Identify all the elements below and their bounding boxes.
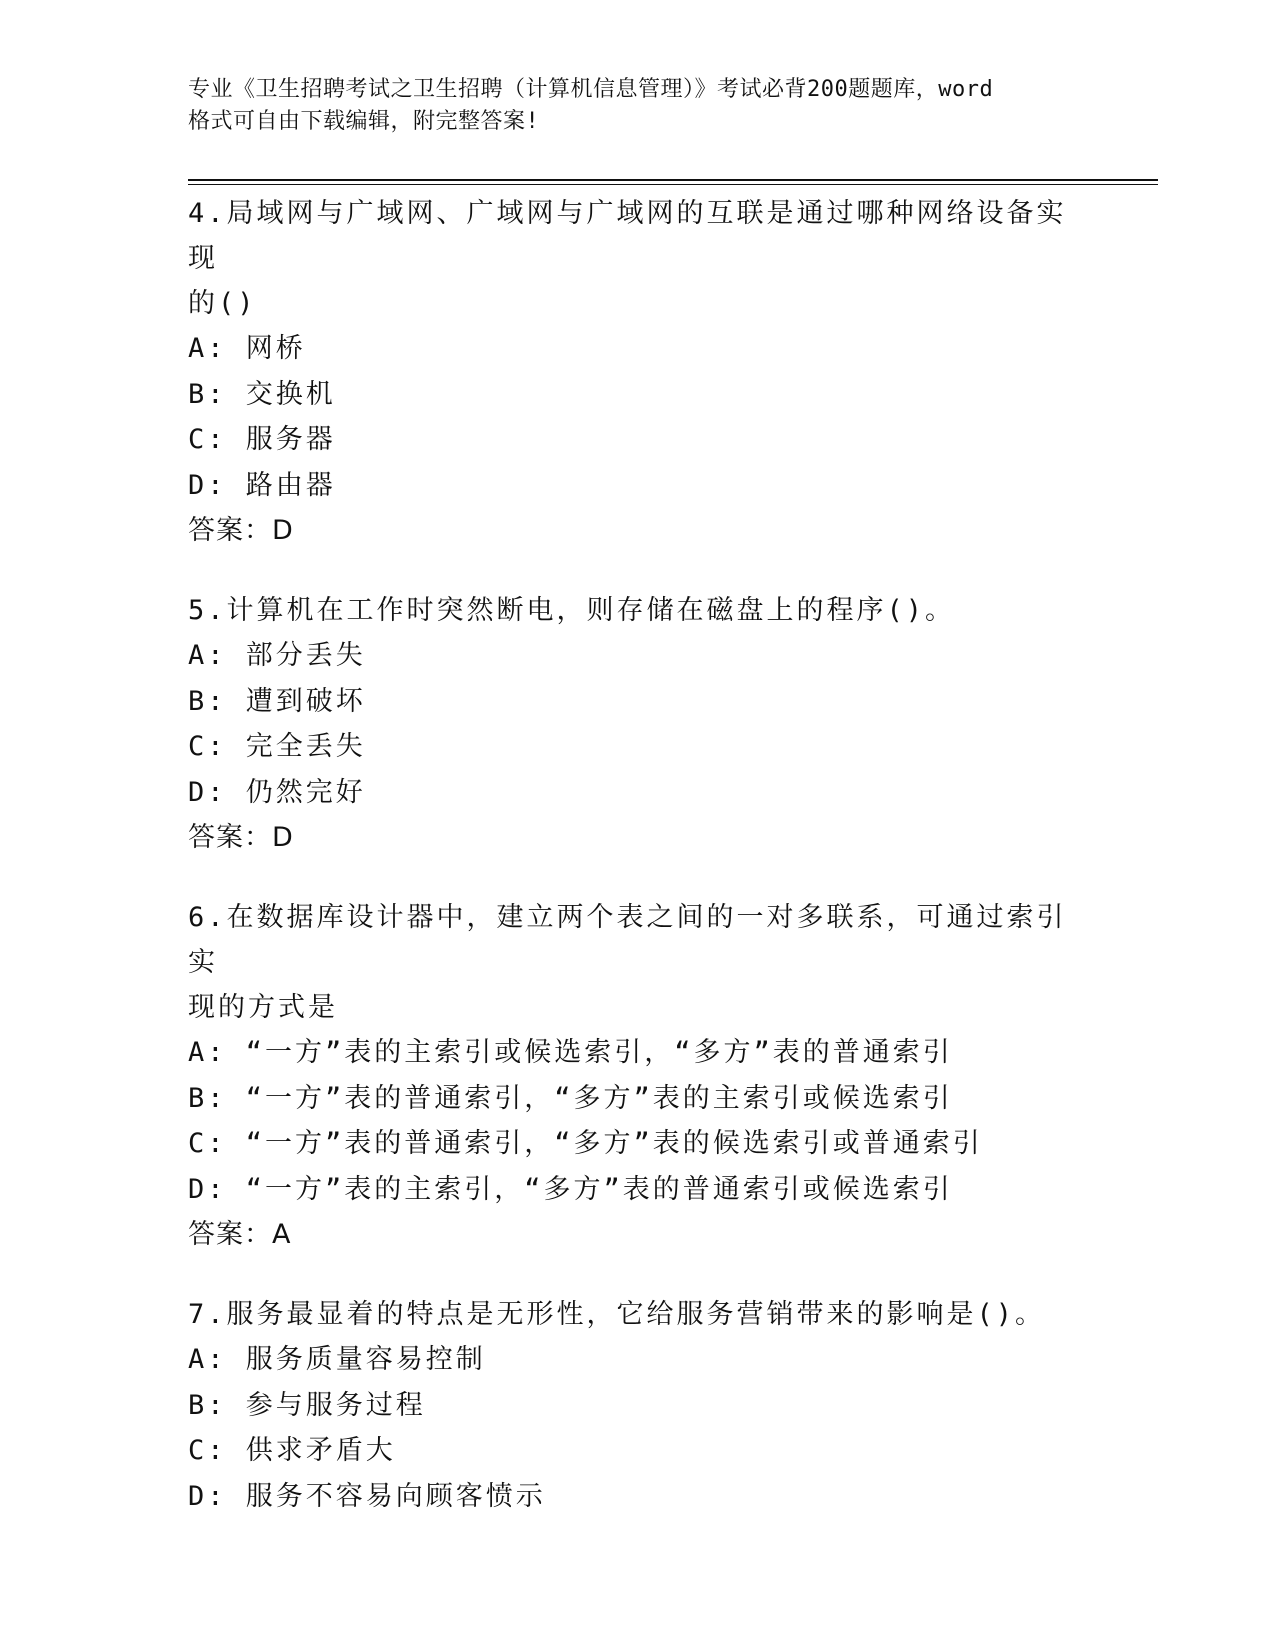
option-b: B: 参与服务过程 — [188, 1389, 426, 1421]
option-a: A: 网桥 — [188, 333, 306, 364]
question-text — [188, 1292, 1088, 1337]
question-text — [188, 588, 1088, 633]
answer: 答案：A — [188, 1219, 292, 1250]
question-text-line: 的() — [188, 288, 257, 319]
answer: 答案：D — [188, 822, 294, 853]
option-a: A: “一方”表的主索引或候选索引，“多方”表的普通索引 — [188, 1037, 953, 1068]
header-line-2: 格式可自由下载编辑，附完整答案! — [188, 109, 540, 134]
option-b: B: “一方”表的普通索引，“多方”表的主索引或候选索引 — [188, 1082, 953, 1114]
question-7 — [188, 1292, 1088, 1519]
option-d: D: 服务不容易向顾客愤示 — [188, 1480, 546, 1512]
question-text — [188, 895, 1088, 1030]
option-b: B: 交换机 — [188, 378, 336, 410]
answer: 答案：D — [188, 515, 294, 546]
option-c: C: 完全丢失 — [188, 731, 366, 762]
document-header — [188, 74, 1088, 138]
question-list — [188, 191, 1088, 1553]
option-d: D: “一方”表的主索引，“多方”表的普通索引或候选索引 — [188, 1173, 953, 1205]
question-text-line: 7.服务最显着的特点是无形性，它给服务营销带来的影响是()。 — [188, 1299, 1046, 1330]
option-c: C: 供求矛盾大 — [188, 1435, 396, 1466]
option-c: C: 服务器 — [188, 424, 336, 455]
question-text-line: 现的方式是 — [188, 992, 338, 1023]
question-text-line: 6.在数据库设计器中，建立两个表之间的一对多联系，可通过索引实 — [188, 902, 1067, 978]
option-d: D: 路由器 — [188, 469, 336, 501]
option-c: C: “一方”表的普通索引，“多方”表的候选索引或普通索引 — [188, 1128, 983, 1159]
question-4 — [188, 191, 1088, 554]
header-divider-thick — [188, 179, 1158, 181]
option-a: A: 服务质量容易控制 — [188, 1344, 486, 1375]
question-5 — [188, 588, 1088, 861]
question-6 — [188, 895, 1088, 1258]
question-text-line: 5.计算机在工作时突然断电，则存储在磁盘上的程序()。 — [188, 595, 956, 626]
header-line-1: 专业《卫生招聘考试之卫生招聘（计算机信息管理）》考试必背200题题库，word — [188, 77, 994, 102]
option-a: A: 部分丢失 — [188, 640, 366, 671]
option-b: B: 遭到破坏 — [188, 685, 366, 717]
option-d: D: 仍然完好 — [188, 776, 366, 808]
header-divider-thin — [188, 184, 1158, 185]
question-text-line: 4.局域网与广域网、广域网与广域网的互联是通过哪种网络设备实现 — [188, 198, 1067, 274]
question-text — [188, 191, 1088, 326]
